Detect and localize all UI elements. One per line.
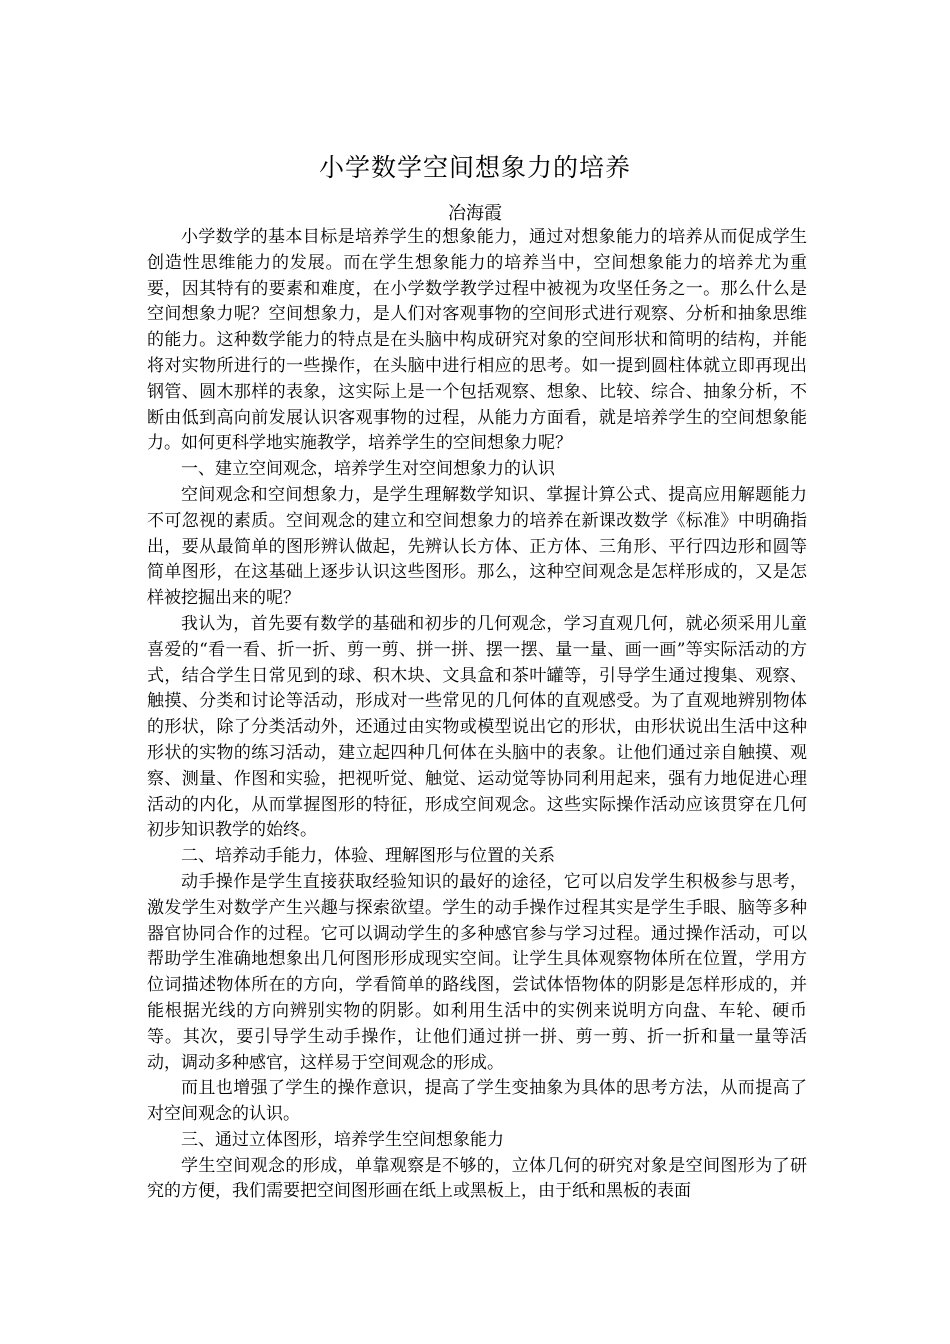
paragraph: 空间观念和空间想象力，是学生理解数学知识、掌握计算公式、提高应用解题能力不可忽视的素质。空间观念的建立和空间想象力的培养在新课改数学《标准》中明确指出，要从最简单的图形辨认做起，先辨认长方体、正方体、三角形、平行四边形和圆等简单图形，在这基础上逐步认识这些图形。那么，这种空间观念是怎样形成的，又是怎样被挖掘出来的呢？ xyxy=(147,484,807,609)
paragraph: 学生空间观念的形成，单靠观察是不够的，立体几何的研究对象是空间图形为了研究的方便，我们需要把空间图形画在纸上或黑板上，由于纸和黑板的表面 xyxy=(147,1155,807,1202)
author-name: 冶海霞 xyxy=(448,203,502,224)
section-heading-1: 一、建立空间观念，培养学生对空间想象力的认识 xyxy=(181,459,555,480)
paragraph-intro: 小学数学的基本目标是培养学生的想象能力，通过对想象能力的培养从而促成学生创造性思维能力的发展。而在学生想象能力的培养当中，空间想象能力的培养尤为重要，因其特有的要素和难度，在小学数学教学过程中被视为攻坚任务之一。那么什么是空间想象力呢？空间想象力，是人们对客观事物的空间形式进行观察、分析和抽象思维的能力。这种数学能力的特点是在头脑中构成研究对象的空间形状和简明的结构，并能将对实物所进行的一些操作，在头脑中进行相应的思考。如一提到圆柱体就立即再现出钢管、圆木那样的表象，这实际上是一个包括观察、想象、比较、综合、抽象分析，不断由低到高向前发展认识客观事物的过程，从能力方面看，就是培养学生的空间想象能力。如何更科学地实施教学，培养学生的空间想象力呢？ xyxy=(147,227,807,454)
document-body xyxy=(147,225,807,1205)
paragraph: 我认为，首先要有数学的基础和初步的几何观念，学习直观几何，就必须采用儿童喜爱的“看一看、折一折、剪一剪、拼一拼、摆一摆、量一量、画一画”等实际活动的方式，结合学生日常见到的球、积木块、文具盒和茶叶罐等，引导学生通过搜集、观察、触摸、分类和讨论等活动，形成对一些常见的几何体的直观感受。为了直观地辨别物体的形状，除了分类活动外，还通过由实物或模型说出它的形状，由形状说出生活中这种形状的实物的练习活动，建立起四种几何体在头脑中的表象。让他们通过亲自触摸、观察、测量、作图和实验，把视听觉、触觉、运动觉等协同利用起来，强有力地促进心理活动的内化，从而掌握图形的特征，形成空间观念。这些实际操作活动应该贯穿在几何初步知识教学的始终。 xyxy=(147,613,807,841)
section-heading-3: 三、通过立体图形，培养学生空间想象能力 xyxy=(181,1129,504,1150)
paragraph: 动手操作是学生直接获取经验知识的最好的途径，它可以启发学生积极参与思考，激发学生对数学产生兴趣与探索欲望。学生的动手操作过程其实是学生手眼、脑等多种器官协同合作的过程。它可以调动学生的多种感官参与学习过程。通过操作活动，可以帮助学生准确地想象出几何图形形成现实空间。让学生具体观察物体所在位置，学用方位词描述物体所在的方向，学看简单的路线图，尝试体悟物体的阴影是怎样形成的，并能根据光线的方向辨别实物的阴影。如利用生活中的实例来说明方向盘、车轮、硬币等。其次，要引导学生动手操作，让他们通过拼一拼、剪一剪、折一折和量一量等活动，调动多种感官，这样易于空间观念的形成。 xyxy=(147,871,807,1073)
paragraph: 而且也增强了学生的操作意识，提高了学生变抽象为具体的思考方法，从而提高了对空间观念的认识。 xyxy=(147,1078,807,1125)
section-heading-2: 二、培养动手能力，体验、理解图形与位置的关系 xyxy=(181,846,555,867)
document-title: 小学数学空间想象力的培养 xyxy=(318,153,631,182)
